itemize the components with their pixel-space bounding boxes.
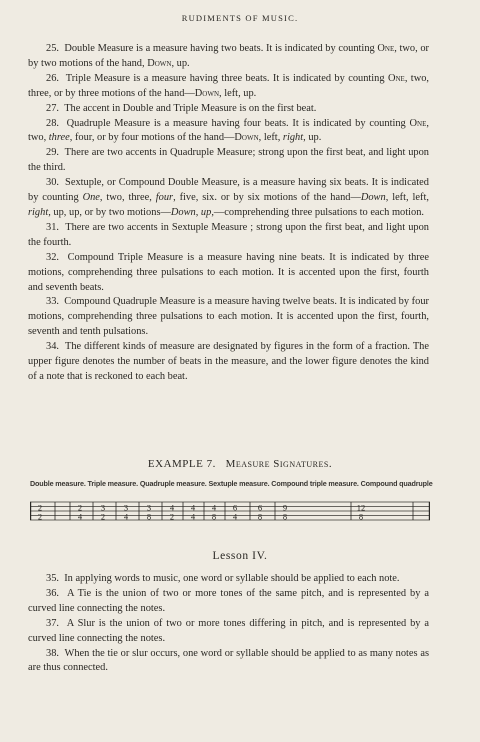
- measure-signatures-staff: [30, 500, 430, 524]
- signature-top: 9: [282, 502, 288, 513]
- signature-bottom: 2: [100, 511, 106, 522]
- paragraph-number: 32.: [46, 251, 59, 263]
- signature-top: 3: [146, 502, 152, 513]
- signature-top: 3: [100, 502, 106, 513]
- paragraph-number: 33.: [46, 296, 59, 308]
- paragraphs-top: [28, 42, 429, 385]
- paragraph-number: 30.: [46, 177, 59, 189]
- signature-top: 12: [356, 502, 366, 513]
- signature-top: 3: [123, 502, 129, 513]
- paragraph: 36. A Tie is the union of two or more tones of the same pitch, and is represented by a curved line connecting the notes.: [28, 587, 429, 614]
- example-title: [0, 458, 480, 470]
- signature-bottom: 4: [232, 511, 238, 522]
- paragraph: 35. In applying words to music, one word or syllable should be applied to each note.: [28, 572, 429, 587]
- signature-bottom: 8: [358, 511, 364, 522]
- paragraph-number: 29.: [46, 147, 59, 159]
- signature-top: 6: [232, 502, 238, 513]
- lesson-title: Lesson IV.: [212, 550, 268, 562]
- paragraph: 25. Double Measure is a measure having two beats. It is indicated by counting One, two, or by two motions of the hand, Down, up.: [28, 43, 429, 69]
- paragraph: 34. The different kinds of measure are designated by figures in the form of a fraction. The upper figure denotes the number of beats in the measure, and the lower figure denotes the kind of a note that is reckoned to each beat.: [28, 341, 429, 382]
- example-label: EXAMPLE 7.: [147, 458, 216, 470]
- paragraph: 38. When the tie or slur occurs, one word or syllable should be applied to as many notes as are thus connected.: [28, 647, 429, 674]
- signature-bottom: 4: [77, 511, 83, 522]
- paragraph-number: 26.: [46, 72, 59, 84]
- paragraph: 26. Triple Measure is a measure having three beats. It is indicated by counting One, two, three, or by three motions of the hand—Down, left, up.: [28, 72, 429, 99]
- paragraph-number: 25.: [46, 43, 59, 54]
- signature-top: 4: [169, 502, 175, 513]
- paragraph-number: 36.: [46, 587, 59, 599]
- paragraph: 33. Compound Quadruple Measure is a measure having twelve beats. It is indicated by four motions, comprehending three pulsations to each motion. It is accented upon the first, fourth, seventh and tenth pulsations.: [28, 296, 429, 338]
- signature-top: 4: [190, 502, 196, 513]
- paragraph: 32. Compound Triple Measure is a measure having nine beats. It is indicated by three motions, comprehending three pulsations to each motion. It is accented upon the first, fourth and seventh beats.: [28, 251, 429, 293]
- paragraph-number: 31.: [46, 221, 59, 233]
- signature-top: 6: [257, 502, 263, 513]
- signature-top: 2: [77, 502, 83, 513]
- paragraph-number: 38.: [46, 647, 59, 659]
- paragraph: 27. The accent in Double and Triple Measure is on the first beat.: [28, 102, 429, 117]
- paragraph: 29. There are two accents in Quadruple Measure; strong upon the first beat, and light upon the third.: [28, 147, 429, 174]
- paragraph-number: 35.: [46, 573, 59, 584]
- signature-bottom: 2: [169, 511, 175, 522]
- running-head: RUDIMENTS OF MUSIC.: [181, 13, 299, 23]
- signature-top: 2: [37, 502, 43, 513]
- signature-bottom: 2: [37, 511, 43, 522]
- paragraph-number: 37.: [46, 617, 59, 629]
- paragraphs-bottom: [28, 572, 429, 676]
- signature-bottom: 8: [146, 511, 152, 522]
- paragraph-number: 34.: [46, 341, 59, 353]
- paragraph-number: 28.: [46, 117, 59, 129]
- signature-bottom: 8: [211, 511, 217, 522]
- signature-labels: Double measure. Triple measure. Quadruple measure. Sextuple measure. Compound triple measure. Compound quadruple: [30, 479, 433, 488]
- signature-bottom: 8: [282, 511, 288, 522]
- paragraph: 31. There are two accents in Sextuple Measure ; strong upon the first beat, and light upon the fourth.: [28, 221, 429, 248]
- signature-bottom: 8: [257, 511, 263, 522]
- example-caption: Measure Signatures.: [225, 458, 333, 470]
- paragraph: 28. Quadruple Measure is a measure having four beats. It is indicated by counting One, two, three, four, or by four motions of the hand—Down, left, right, up.: [28, 117, 429, 144]
- paragraph: 30. Sextuple, or Compound Double Measure, is a measure having six beats. It is indicated by counting One, two, three, four, five, six. or by six motions of the hand—Down, left, left, right, up, up, or by two motions—Down, up,—comprehending three pulsations to each motion.: [28, 177, 429, 218]
- paragraph: 37. A Slur is the union of two or more tones differing in pitch, and is represented by a curved line connecting the notes.: [28, 617, 429, 644]
- signature-bottom: 4: [190, 511, 196, 522]
- paragraph-number: 27.: [46, 102, 59, 114]
- signature-top: 4: [211, 502, 217, 513]
- signature-bottom: 4: [123, 511, 129, 522]
